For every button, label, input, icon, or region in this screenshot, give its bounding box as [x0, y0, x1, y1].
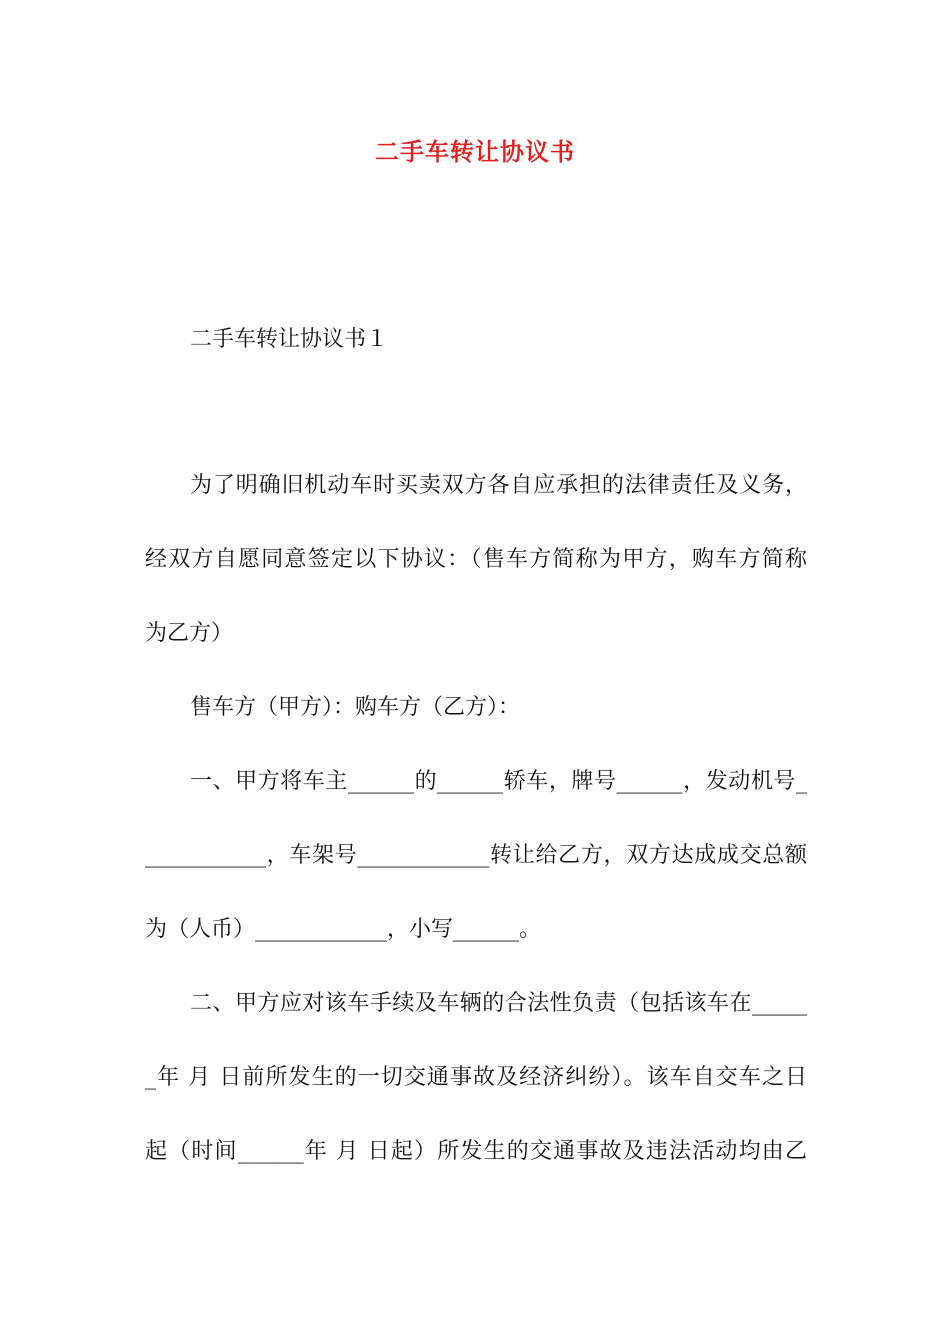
paragraph-line: _年 月 日前所发生的一切交通事故及经济纠纷）。该车自交车之日: [145, 1065, 807, 1090]
paragraph-line: ___________，车架号____________转让给乙方，双方达成成交总额: [145, 843, 807, 868]
paragraph-line: 起（时间______年 月 日起）所发生的交通事故及违法活动均由乙: [145, 1139, 807, 1164]
paragraph-line: 二、甲方应对该车手续及车辆的合法性负责（包括该车在_____: [190, 991, 807, 1016]
document-body: [145, 468, 807, 1208]
paragraph-line: 经双方自愿同意签定以下协议：（售车方简称为甲方，购车方简称: [145, 547, 807, 572]
paragraph-line: 为了明确旧机动车时买卖双方各自应承担的法律责任及义务，: [190, 473, 807, 498]
paragraph-line: 一、甲方将车主______的______轿车，牌号______，发动机号_: [190, 769, 807, 794]
paragraph-line: 售车方（甲方）：购车方（乙方）：: [190, 695, 521, 720]
paragraph-line: 为乙方）: [145, 621, 234, 646]
paragraph-line: 为（人币）____________，小写______。: [145, 917, 542, 942]
document-title: 二手车转让协议书: [375, 137, 575, 166]
section-heading: 二手车转让协议书１: [190, 327, 389, 352]
